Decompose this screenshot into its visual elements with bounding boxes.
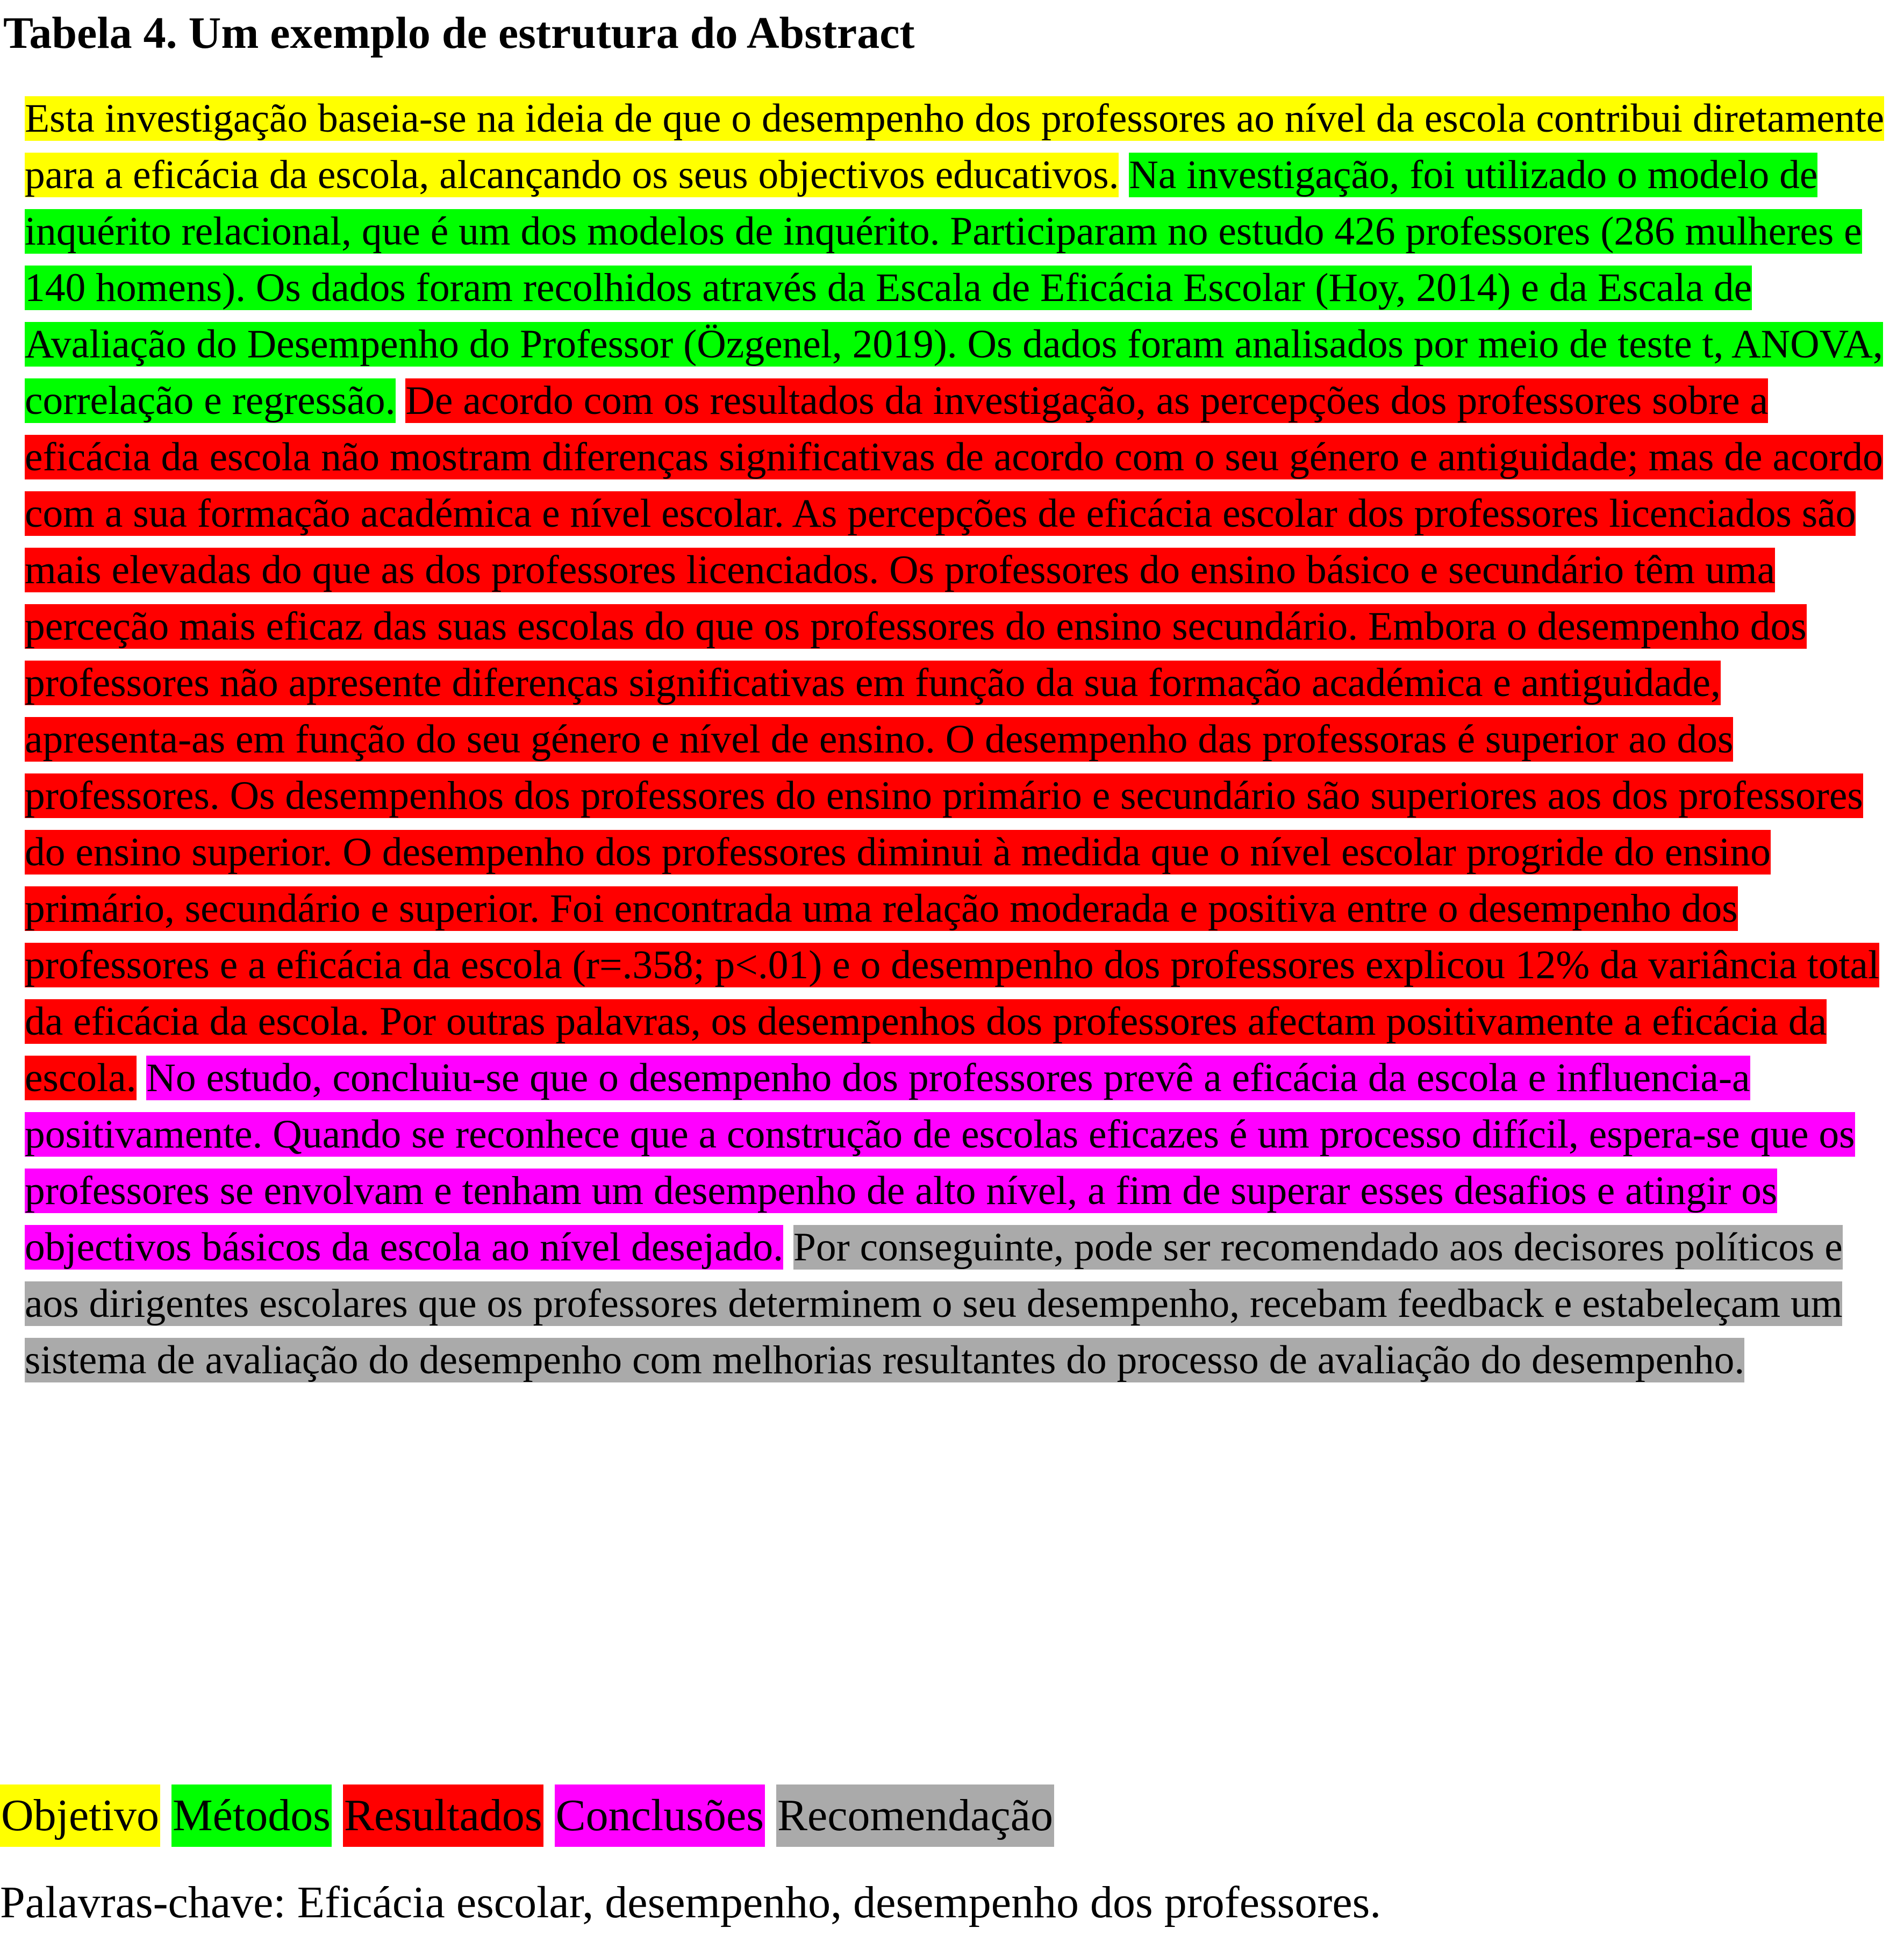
abstract-paragraph xyxy=(25,90,1890,1388)
abstract-methods: Na investigação, foi utilizado o modelo de inquérito relacional, que é um dos modelos de inquérito. Participaram no estudo 426 professores (286 mulheres e 140 homens). Os dados foram recolhidos através da Escala de Eficácia Escolar (Hoy, 2014) e da Escala de Avaliação do Desempenho do Professor (Özgenel, 2019). Os dados foram analisados por meio de teste t, ANOVA, correlação e regressão. xyxy=(25,153,1883,423)
abstract-conclusions: No estudo, concluiu-se que o desempenho dos professores prevê a eficácia da escola e influencia-a positivamente. Quando se reconhece que a construção de escolas eficazes é um processo difícil, espera-se que os professores se envolvam e tenham um desempenho de alto nível, a fim de superar esses desafios e atingir os objectivos básicos da escola ao nível desejado. xyxy=(25,1056,1855,1270)
legend-recommendation: Recomendação xyxy=(776,1784,1054,1847)
abstract-results: De acordo com os resultados da investigação, as percepções dos professores sobre a eficácia da escola não mostram diferenças significativas de acordo com o seu género e antiguidade; mas de acordo com a sua formação académica e nível escolar. As percepções de eficácia escolar dos professores licenciados são mais elevadas do que as dos professores licenciados. Os professores do ensino básico e secundário têm uma perceção mais eficaz das suas escolas do que os professores do ensino secundário. Embora o desempenho dos professores não apresente diferenças significativas em função da sua formação académica e antiguidade, apresenta-as em função do seu género e nível de ensino. O desempenho das professoras é superior ao dos professores. Os desempenhos dos professores do ensino primário e secundário são superiores aos dos professores do ensino superior. O desempenho dos professores diminui à medida que o nível escolar progride do ensino primário, secundário e superior. Foi encontrada uma relação moderada e positiva entre o desempenho dos professores e a eficácia da escola (r=.358; p<.01) e o desempenho dos professores explicou 12% da variância total da eficácia da escola. Por outras palavras, os desempenhos dos professores afectam positivamente a eficácia da escola. xyxy=(25,378,1883,1100)
legend-conclusions: Conclusões xyxy=(555,1784,765,1847)
legend-methods: Métodos xyxy=(171,1784,332,1847)
legend-objective: Objetivo xyxy=(0,1784,160,1847)
abstract-objective: Esta investigação baseia-se na ideia de que o desempenho dos professores ao nível da escola contribui diretamente para a eficácia da escola, alcançando os seus objectivos educativos. xyxy=(25,96,1885,197)
legend-results: Resultados xyxy=(343,1784,543,1847)
abstract-recommendation: Por conseguinte, pode ser recomendado aos decisores políticos e aos dirigentes escolares que os professores determinem o seu desempenho, recebam feedback e estabeleçam um sistema de avaliação do desempenho com melhorias resultantes do processo de avaliação do desempenho. xyxy=(25,1225,1843,1382)
table-title: Tabela 4. Um exemplo de estrutura do Abstract xyxy=(3,8,915,58)
keywords-line: Palavras-chave: Eficácia escolar, desempenho, desempenho dos professores. xyxy=(0,1877,1382,1927)
color-legend xyxy=(0,1784,1054,1847)
